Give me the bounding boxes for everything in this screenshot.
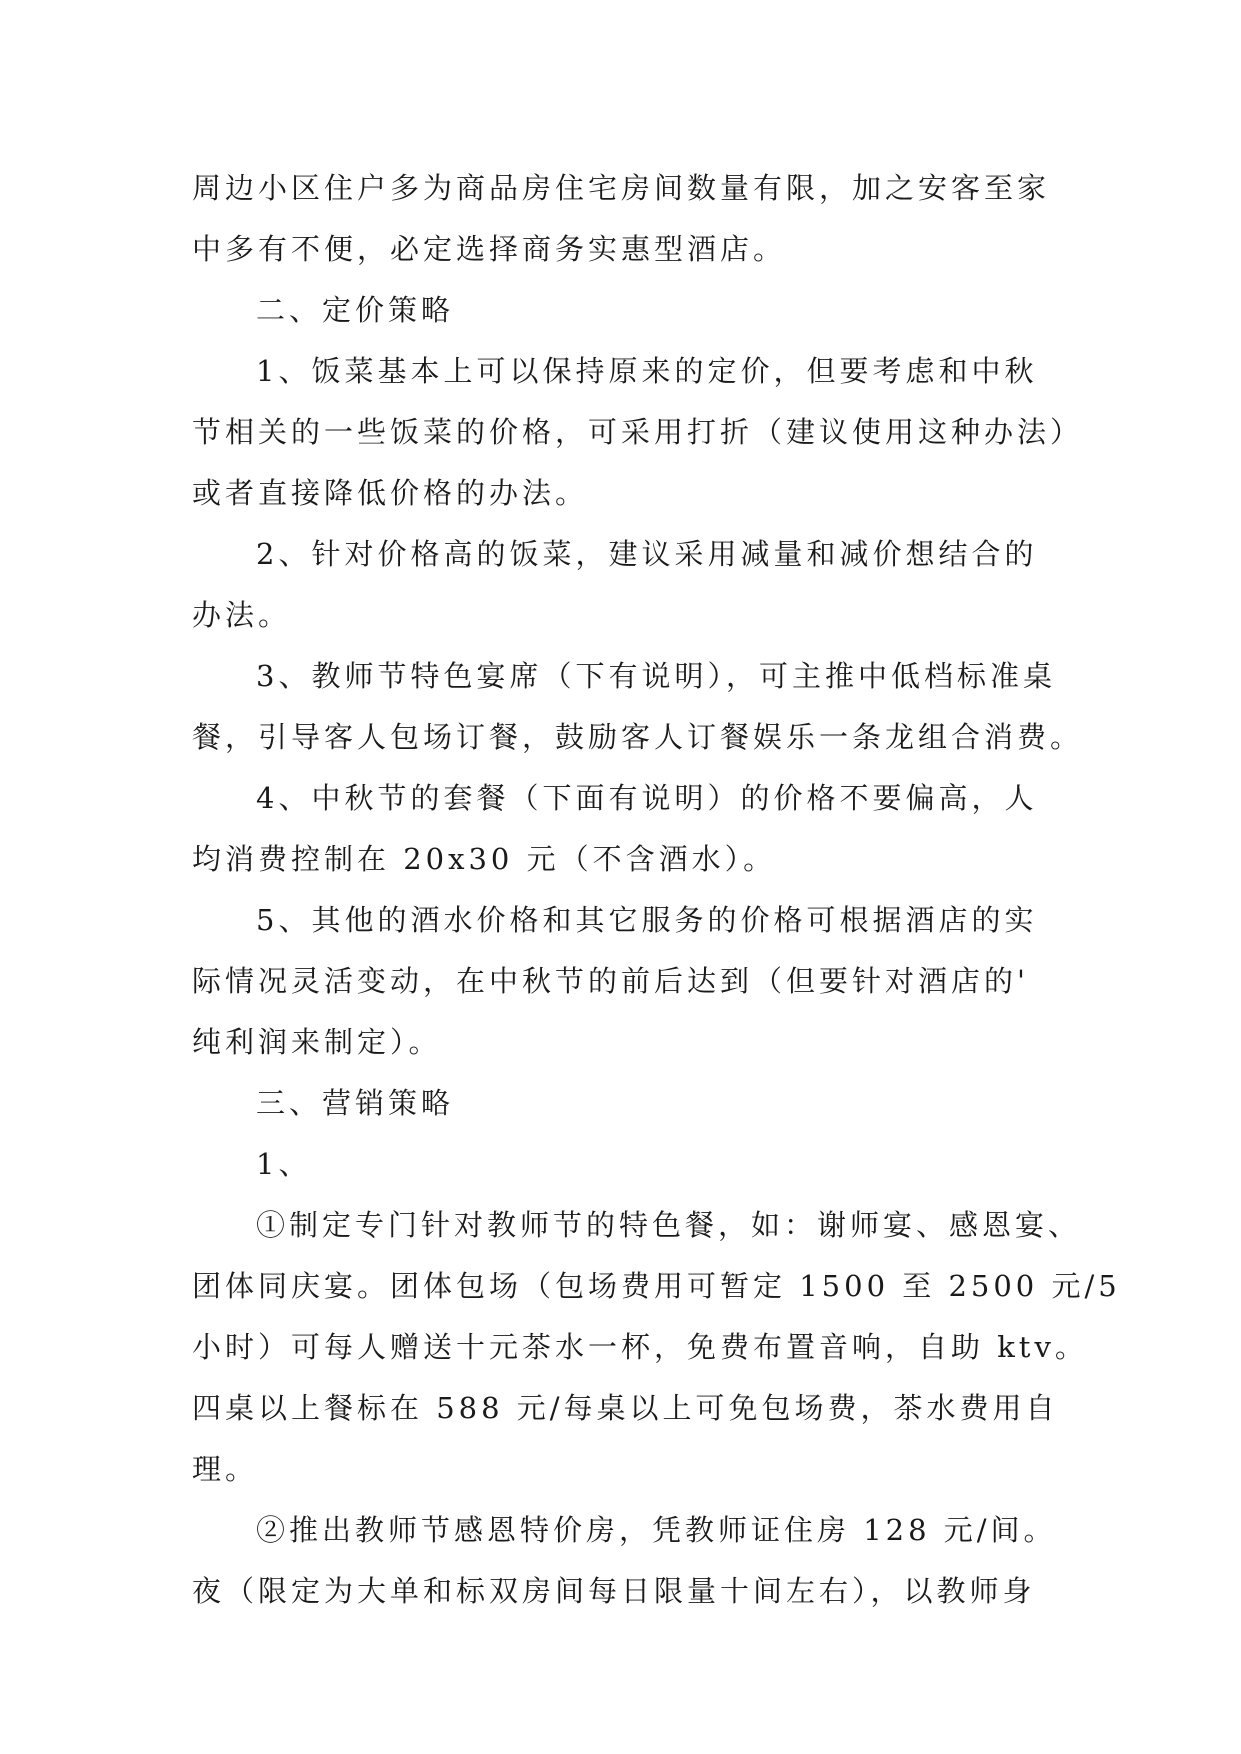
text-line: 四桌以上餐标在 588 元/每桌以上可免包场费，茶水费用自 (192, 1391, 1059, 1425)
text-line: 小时）可每人赠送十元茶水一杯，免费布置音响，自助 ktv。 (192, 1330, 1088, 1364)
text-line: ①制定专门针对教师节的特色餐，如：谢师宴、感恩宴、 (256, 1208, 1082, 1242)
text-line: 团体同庆宴。团体包场（包场费用可暂定 1500 至 2500 元/5 (192, 1269, 1121, 1303)
section-heading: 二、定价策略 (256, 293, 455, 327)
text-line: 理。 (192, 1452, 259, 1486)
text-line: 夜（限定为大单和标双房间每日限量十间左右），以教师身 (192, 1574, 1036, 1608)
section-heading: 三、营销策略 (256, 1086, 455, 1120)
text-line: 2、针对价格高的饭菜，建议采用减量和减价想结合的 (256, 537, 1038, 571)
text-line: 办法。 (192, 598, 292, 632)
text-line: 或者直接降低价格的办法。 (192, 476, 589, 510)
text-line: 纯利润来制定）。 (192, 1025, 442, 1059)
text-line: 4、中秋节的套餐（下面有说明）的价格不要偏高，人 (256, 781, 1038, 815)
text-line: 餐，引导客人包场订餐，鼓励客人订餐娱乐一条龙组合消费。 (192, 720, 1084, 754)
text-line: 际情况灵活变动，在中秋节的前后达到（但要针对酒店的' (192, 964, 1029, 998)
text-line: 1、 (256, 1147, 312, 1181)
document-page (192, 158, 1121, 1622)
text-line: 1、饭菜基本上可以保持原来的定价，但要考虑和中秋 (256, 354, 1038, 388)
text-line: ②推出教师节感恩特价房，凭教师证住房 128 元/间。 (256, 1513, 1057, 1547)
text-line: 中多有不便，必定选择商务实惠型酒店。 (192, 232, 787, 266)
text-line: 节相关的一些饭菜的价格，可采用打折（建议使用这种办法） (192, 415, 1084, 449)
text-line: 均消费控制在 20x30 元（不含酒水）。 (192, 842, 777, 876)
text-line: 周边小区住户多为商品房住宅房间数量有限，加之安客至家 (192, 171, 1051, 205)
text-line: 5、其他的酒水价格和其它服务的价格可根据酒店的实 (256, 903, 1038, 937)
text-line: 3、教师节特色宴席（下有说明），可主推中低档标准桌 (256, 659, 1056, 693)
